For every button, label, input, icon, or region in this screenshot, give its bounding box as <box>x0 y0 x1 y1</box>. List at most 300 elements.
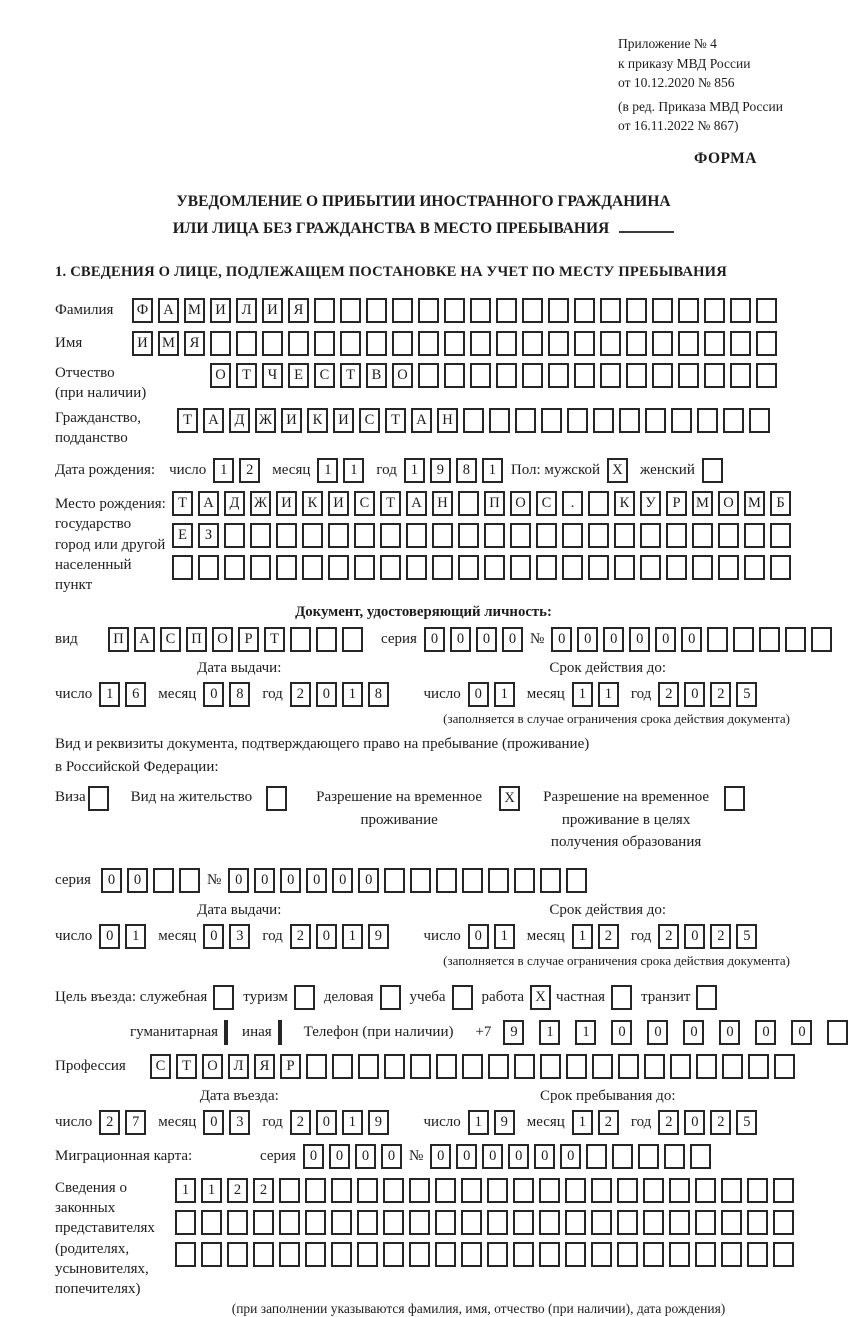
form-cell[interactable] <box>461 1242 482 1267</box>
form-cell[interactable] <box>342 627 363 652</box>
form-cell[interactable]: Л <box>228 1054 249 1079</box>
form-cell[interactable] <box>567 408 588 433</box>
form-cell[interactable] <box>384 868 405 893</box>
form-cell[interactable] <box>730 363 751 388</box>
form-cell[interactable] <box>588 555 609 580</box>
form-cell[interactable]: Н <box>437 408 458 433</box>
form-cell[interactable] <box>695 1210 716 1235</box>
form-cell[interactable]: Б <box>770 491 791 516</box>
form-cell[interactable] <box>718 555 739 580</box>
form-cell[interactable]: Р <box>280 1054 301 1079</box>
form-cell[interactable]: 2 <box>290 1110 311 1135</box>
form-cell[interactable]: 0 <box>647 1020 668 1045</box>
form-cell[interactable]: 0 <box>355 1144 376 1169</box>
form-cell[interactable] <box>462 868 483 893</box>
form-cell[interactable] <box>332 1054 353 1079</box>
form-cell[interactable] <box>306 1054 327 1079</box>
form-cell[interactable] <box>669 1210 690 1235</box>
form-cell[interactable]: С <box>160 627 181 652</box>
form-cell[interactable] <box>514 868 535 893</box>
gender-male-checkbox[interactable]: X <box>607 458 628 483</box>
form-cell[interactable] <box>548 298 569 323</box>
form-cell[interactable]: 0 <box>203 924 224 949</box>
form-cell[interactable] <box>484 555 505 580</box>
form-cell[interactable] <box>586 1144 607 1169</box>
form-cell[interactable] <box>436 868 457 893</box>
form-cell[interactable]: 1 <box>575 1020 596 1045</box>
form-cell[interactable] <box>749 408 770 433</box>
form-cell[interactable]: 2 <box>99 1110 120 1135</box>
form-cell[interactable] <box>409 1178 430 1203</box>
form-cell[interactable] <box>418 298 439 323</box>
purpose-private-checkbox[interactable] <box>611 985 632 1010</box>
form-cell[interactable]: 0 <box>203 682 224 707</box>
form-cell[interactable] <box>384 1054 405 1079</box>
form-cell[interactable] <box>305 1210 326 1235</box>
form-cell[interactable] <box>410 1054 431 1079</box>
form-cell[interactable] <box>773 1210 794 1235</box>
form-cell[interactable] <box>696 1054 717 1079</box>
form-cell[interactable] <box>513 1210 534 1235</box>
form-cell[interactable] <box>773 1178 794 1203</box>
form-cell[interactable] <box>328 555 349 580</box>
form-cell[interactable]: 0 <box>329 1144 350 1169</box>
form-cell[interactable]: 1 <box>213 458 234 483</box>
form-cell[interactable] <box>435 1178 456 1203</box>
form-cell[interactable]: 1 <box>468 1110 489 1135</box>
form-cell[interactable] <box>536 555 557 580</box>
form-cell[interactable] <box>522 363 543 388</box>
form-cell[interactable]: 0 <box>316 682 337 707</box>
form-cell[interactable]: 0 <box>684 924 705 949</box>
form-cell[interactable] <box>513 1178 534 1203</box>
form-cell[interactable] <box>383 1178 404 1203</box>
purpose-official-checkbox[interactable] <box>213 985 234 1010</box>
form-cell[interactable]: О <box>212 627 233 652</box>
purpose-work-checkbox[interactable]: X <box>530 985 551 1010</box>
form-cell[interactable] <box>695 1178 716 1203</box>
form-cell[interactable] <box>652 363 673 388</box>
form-cell[interactable] <box>721 1210 742 1235</box>
form-cell[interactable] <box>565 1210 586 1235</box>
form-cell[interactable] <box>747 1178 768 1203</box>
form-cell[interactable]: 2 <box>227 1178 248 1203</box>
form-cell[interactable] <box>670 1054 691 1079</box>
form-cell[interactable] <box>593 408 614 433</box>
form-cell[interactable] <box>785 627 806 652</box>
form-cell[interactable] <box>340 298 361 323</box>
form-cell[interactable]: 0 <box>358 868 379 893</box>
form-cell[interactable]: А <box>203 408 224 433</box>
form-cell[interactable]: И <box>262 298 283 323</box>
form-cell[interactable]: Т <box>172 491 193 516</box>
form-cell[interactable] <box>432 523 453 548</box>
purpose-humanitarian-checkbox[interactable] <box>224 1020 228 1045</box>
form-cell[interactable] <box>562 523 583 548</box>
form-cell[interactable] <box>227 1210 248 1235</box>
form-cell[interactable] <box>643 1210 664 1235</box>
form-cell[interactable] <box>201 1242 222 1267</box>
form-cell[interactable]: 2 <box>290 682 311 707</box>
form-cell[interactable] <box>470 331 491 356</box>
form-cell[interactable] <box>588 523 609 548</box>
form-cell[interactable]: Н <box>432 491 453 516</box>
form-cell[interactable]: 0 <box>681 627 702 652</box>
purpose-other-checkbox[interactable] <box>278 1020 282 1045</box>
form-cell[interactable] <box>470 298 491 323</box>
form-cell[interactable] <box>617 1242 638 1267</box>
form-cell[interactable]: 0 <box>560 1144 581 1169</box>
form-cell[interactable] <box>548 331 569 356</box>
form-cell[interactable] <box>669 1242 690 1267</box>
form-cell[interactable] <box>409 1242 430 1267</box>
form-cell[interactable]: Т <box>385 408 406 433</box>
form-cell[interactable] <box>406 523 427 548</box>
form-cell[interactable]: 0 <box>482 1144 503 1169</box>
form-cell[interactable] <box>331 1178 352 1203</box>
form-cell[interactable]: Р <box>666 491 687 516</box>
form-cell[interactable]: Т <box>264 627 285 652</box>
form-cell[interactable] <box>704 331 725 356</box>
form-cell[interactable]: С <box>314 363 335 388</box>
form-cell[interactable]: 3 <box>229 924 250 949</box>
form-cell[interactable]: Я <box>184 331 205 356</box>
form-cell[interactable]: К <box>614 491 635 516</box>
form-cell[interactable] <box>444 363 465 388</box>
form-cell[interactable] <box>305 1242 326 1267</box>
form-cell[interactable] <box>721 1242 742 1267</box>
form-cell[interactable] <box>406 555 427 580</box>
form-cell[interactable]: Я <box>254 1054 275 1079</box>
form-cell[interactable]: 1 <box>494 682 515 707</box>
form-cell[interactable]: 2 <box>598 924 619 949</box>
form-cell[interactable]: 1 <box>404 458 425 483</box>
form-cell[interactable] <box>392 331 413 356</box>
form-cell[interactable] <box>227 1242 248 1267</box>
form-cell[interactable] <box>692 523 713 548</box>
form-cell[interactable]: 2 <box>658 1110 679 1135</box>
temp-residence-edu-checkbox[interactable] <box>724 786 745 811</box>
form-cell[interactable]: Ж <box>255 408 276 433</box>
form-cell[interactable] <box>253 1210 274 1235</box>
form-cell[interactable] <box>210 331 231 356</box>
form-cell[interactable]: 0 <box>468 924 489 949</box>
residence-permit-checkbox[interactable] <box>266 786 287 811</box>
form-cell[interactable]: 0 <box>424 627 445 652</box>
form-cell[interactable] <box>418 363 439 388</box>
form-cell[interactable]: 2 <box>658 682 679 707</box>
form-cell[interactable]: 0 <box>603 627 624 652</box>
form-cell[interactable]: 1 <box>342 682 363 707</box>
form-cell[interactable]: К <box>307 408 328 433</box>
form-cell[interactable]: 0 <box>127 868 148 893</box>
form-cell[interactable] <box>539 1210 560 1235</box>
form-cell[interactable] <box>617 1210 638 1235</box>
form-cell[interactable] <box>418 331 439 356</box>
form-cell[interactable]: 9 <box>430 458 451 483</box>
form-cell[interactable] <box>236 331 257 356</box>
form-cell[interactable] <box>331 1242 352 1267</box>
form-cell[interactable] <box>331 1210 352 1235</box>
form-cell[interactable] <box>695 1242 716 1267</box>
form-cell[interactable]: 1 <box>317 458 338 483</box>
form-cell[interactable] <box>458 555 479 580</box>
form-cell[interactable]: А <box>158 298 179 323</box>
form-cell[interactable]: 0 <box>332 868 353 893</box>
form-cell[interactable] <box>470 363 491 388</box>
form-cell[interactable] <box>773 1242 794 1267</box>
form-cell[interactable] <box>730 298 751 323</box>
form-cell[interactable]: 0 <box>577 627 598 652</box>
form-cell[interactable]: С <box>354 491 375 516</box>
form-cell[interactable] <box>380 523 401 548</box>
form-cell[interactable]: 1 <box>572 924 593 949</box>
form-cell[interactable]: 0 <box>551 627 572 652</box>
form-cell[interactable] <box>436 1054 457 1079</box>
form-cell[interactable]: О <box>210 363 231 388</box>
purpose-tourism-checkbox[interactable] <box>294 985 315 1010</box>
form-cell[interactable]: 5 <box>736 682 757 707</box>
form-cell[interactable]: 0 <box>99 924 120 949</box>
form-cell[interactable] <box>435 1210 456 1235</box>
form-cell[interactable] <box>290 627 311 652</box>
form-cell[interactable] <box>697 408 718 433</box>
form-cell[interactable] <box>444 298 465 323</box>
form-cell[interactable] <box>539 1242 560 1267</box>
form-cell[interactable] <box>463 408 484 433</box>
form-cell[interactable]: 2 <box>598 1110 619 1135</box>
form-cell[interactable] <box>600 331 621 356</box>
form-cell[interactable] <box>172 555 193 580</box>
form-cell[interactable] <box>591 1178 612 1203</box>
form-cell[interactable] <box>591 1210 612 1235</box>
form-cell[interactable] <box>617 1178 638 1203</box>
form-cell[interactable]: Т <box>177 408 198 433</box>
form-cell[interactable] <box>488 868 509 893</box>
form-cell[interactable] <box>392 298 413 323</box>
form-cell[interactable]: М <box>692 491 713 516</box>
form-cell[interactable]: П <box>484 491 505 516</box>
form-cell[interactable] <box>279 1178 300 1203</box>
form-cell[interactable]: 2 <box>710 924 731 949</box>
form-cell[interactable] <box>678 363 699 388</box>
form-cell[interactable]: И <box>333 408 354 433</box>
form-cell[interactable] <box>276 523 297 548</box>
form-cell[interactable] <box>316 627 337 652</box>
form-cell[interactable]: 8 <box>456 458 477 483</box>
form-cell[interactable] <box>536 523 557 548</box>
form-cell[interactable] <box>357 1210 378 1235</box>
form-cell[interactable] <box>811 627 832 652</box>
form-cell[interactable] <box>644 1054 665 1079</box>
form-cell[interactable] <box>354 555 375 580</box>
form-cell[interactable] <box>487 1242 508 1267</box>
form-cell[interactable] <box>565 1242 586 1267</box>
form-cell[interactable]: 0 <box>476 627 497 652</box>
form-cell[interactable] <box>692 555 713 580</box>
form-cell[interactable] <box>175 1242 196 1267</box>
form-cell[interactable] <box>756 298 777 323</box>
form-cell[interactable]: И <box>328 491 349 516</box>
form-cell[interactable]: И <box>210 298 231 323</box>
form-cell[interactable] <box>574 363 595 388</box>
form-cell[interactable] <box>153 868 174 893</box>
form-cell[interactable]: К <box>302 491 323 516</box>
form-cell[interactable]: 9 <box>503 1020 524 1045</box>
form-cell[interactable] <box>201 1210 222 1235</box>
form-cell[interactable]: М <box>184 298 205 323</box>
form-cell[interactable] <box>733 627 754 652</box>
form-cell[interactable] <box>358 1054 379 1079</box>
form-cell[interactable]: 1 <box>539 1020 560 1045</box>
form-cell[interactable]: 7 <box>125 1110 146 1135</box>
form-cell[interactable]: 5 <box>736 1110 757 1135</box>
form-cell[interactable] <box>175 1210 196 1235</box>
form-cell[interactable]: 1 <box>572 682 593 707</box>
form-cell[interactable]: 0 <box>456 1144 477 1169</box>
form-cell[interactable] <box>723 408 744 433</box>
form-cell[interactable] <box>513 1242 534 1267</box>
form-cell[interactable] <box>461 1210 482 1235</box>
form-cell[interactable] <box>484 523 505 548</box>
gender-female-checkbox[interactable] <box>702 458 723 483</box>
form-cell[interactable]: . <box>562 491 583 516</box>
purpose-transit-checkbox[interactable] <box>696 985 717 1010</box>
form-cell[interactable] <box>305 1178 326 1203</box>
form-cell[interactable] <box>671 408 692 433</box>
form-cell[interactable] <box>666 555 687 580</box>
form-cell[interactable] <box>614 523 635 548</box>
form-cell[interactable] <box>707 627 728 652</box>
form-cell[interactable] <box>522 331 543 356</box>
form-cell[interactable]: 0 <box>254 868 275 893</box>
form-cell[interactable]: М <box>744 491 765 516</box>
form-cell[interactable] <box>314 298 335 323</box>
form-cell[interactable] <box>489 408 510 433</box>
form-cell[interactable] <box>666 523 687 548</box>
form-cell[interactable] <box>565 1178 586 1203</box>
form-cell[interactable] <box>600 298 621 323</box>
form-cell[interactable] <box>645 408 666 433</box>
form-cell[interactable] <box>487 1178 508 1203</box>
form-cell[interactable] <box>744 555 765 580</box>
form-cell[interactable] <box>514 1054 535 1079</box>
form-cell[interactable]: Т <box>340 363 361 388</box>
form-cell[interactable] <box>652 331 673 356</box>
form-cell[interactable] <box>640 555 661 580</box>
form-cell[interactable] <box>357 1242 378 1267</box>
form-cell[interactable]: 0 <box>534 1144 555 1169</box>
form-cell[interactable]: 8 <box>368 682 389 707</box>
form-cell[interactable] <box>540 868 561 893</box>
form-cell[interactable] <box>591 1242 612 1267</box>
form-cell[interactable] <box>626 331 647 356</box>
form-cell[interactable]: 1 <box>175 1178 196 1203</box>
form-cell[interactable]: 0 <box>611 1020 632 1045</box>
form-cell[interactable]: 0 <box>381 1144 402 1169</box>
form-cell[interactable] <box>730 331 751 356</box>
form-cell[interactable]: 1 <box>201 1178 222 1203</box>
form-cell[interactable] <box>618 1054 639 1079</box>
form-cell[interactable]: 0 <box>791 1020 812 1045</box>
form-cell[interactable] <box>380 555 401 580</box>
form-cell[interactable] <box>461 1178 482 1203</box>
form-cell[interactable] <box>522 298 543 323</box>
form-cell[interactable]: 8 <box>229 682 250 707</box>
form-cell[interactable] <box>747 1242 768 1267</box>
form-cell[interactable]: И <box>132 331 153 356</box>
form-cell[interactable] <box>540 1054 561 1079</box>
form-cell[interactable]: 2 <box>710 682 731 707</box>
form-cell[interactable]: 1 <box>494 924 515 949</box>
form-cell[interactable] <box>198 555 219 580</box>
form-cell[interactable] <box>770 523 791 548</box>
form-cell[interactable] <box>253 1242 274 1267</box>
form-cell[interactable]: 2 <box>710 1110 731 1135</box>
form-cell[interactable]: 9 <box>368 924 389 949</box>
form-cell[interactable] <box>652 298 673 323</box>
form-cell[interactable] <box>574 298 595 323</box>
form-cell[interactable] <box>279 1242 300 1267</box>
form-cell[interactable] <box>643 1178 664 1203</box>
form-cell[interactable]: 1 <box>342 924 363 949</box>
form-cell[interactable] <box>548 363 569 388</box>
form-cell[interactable]: Я <box>288 298 309 323</box>
form-cell[interactable]: 0 <box>468 682 489 707</box>
form-cell[interactable] <box>588 491 609 516</box>
form-cell[interactable]: Е <box>172 523 193 548</box>
purpose-study-checkbox[interactable] <box>452 985 473 1010</box>
form-cell[interactable]: Т <box>380 491 401 516</box>
form-cell[interactable] <box>224 555 245 580</box>
form-cell[interactable]: 1 <box>343 458 364 483</box>
form-cell[interactable] <box>566 868 587 893</box>
form-cell[interactable]: П <box>186 627 207 652</box>
form-cell[interactable] <box>496 298 517 323</box>
form-cell[interactable] <box>643 1242 664 1267</box>
form-cell[interactable] <box>458 491 479 516</box>
form-cell[interactable]: 0 <box>684 682 705 707</box>
form-cell[interactable] <box>541 408 562 433</box>
form-cell[interactable] <box>288 331 309 356</box>
form-cell[interactable] <box>488 1054 509 1079</box>
form-cell[interactable]: 0 <box>303 1144 324 1169</box>
purpose-business-checkbox[interactable] <box>380 985 401 1010</box>
form-cell[interactable]: 1 <box>572 1110 593 1135</box>
form-cell[interactable]: Е <box>288 363 309 388</box>
form-cell[interactable] <box>638 1144 659 1169</box>
form-cell[interactable]: Д <box>229 408 250 433</box>
form-cell[interactable]: 0 <box>316 924 337 949</box>
form-cell[interactable] <box>744 523 765 548</box>
form-cell[interactable] <box>748 1054 769 1079</box>
form-cell[interactable] <box>314 331 335 356</box>
form-cell[interactable] <box>383 1242 404 1267</box>
form-cell[interactable]: З <box>198 523 219 548</box>
temp-residence-checkbox[interactable]: X <box>499 786 520 811</box>
form-cell[interactable] <box>704 363 725 388</box>
form-cell[interactable] <box>574 331 595 356</box>
form-cell[interactable] <box>678 331 699 356</box>
form-cell[interactable] <box>328 523 349 548</box>
form-cell[interactable]: 0 <box>719 1020 740 1045</box>
form-cell[interactable] <box>566 1054 587 1079</box>
form-cell[interactable]: А <box>411 408 432 433</box>
form-cell[interactable] <box>366 331 387 356</box>
form-cell[interactable]: У <box>640 491 661 516</box>
form-cell[interactable] <box>626 363 647 388</box>
form-cell[interactable] <box>458 523 479 548</box>
